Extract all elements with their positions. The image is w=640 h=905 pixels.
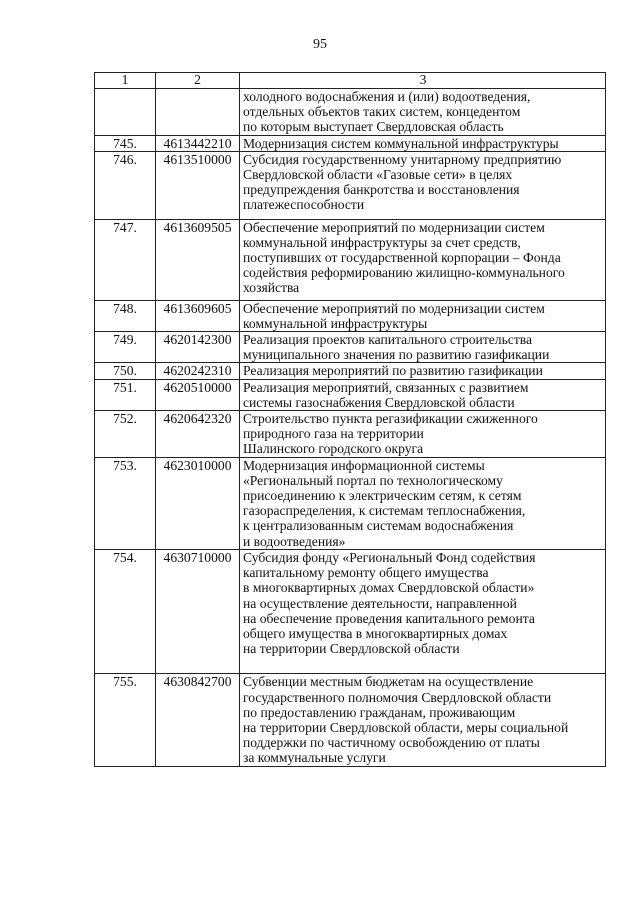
description-line: Модернизация систем коммунальной инфраструктуры (243, 135, 559, 151)
description-line: предупреждения банкротства и восстановления (243, 182, 520, 198)
description-line: к централизованным системам водоснабжения (243, 518, 514, 534)
description-line: газораспределения, к системам теплоснабжения, (243, 503, 526, 519)
row-number: 746. (95, 151, 156, 219)
description-line: капитальному ремонту общего имущества (243, 565, 489, 581)
budget-code: 4623010000 (156, 457, 240, 549)
description-line: общего имущества в многоквартирных домах (243, 625, 508, 641)
description-line: Обеспечение мероприятий по модернизации систем (243, 219, 545, 235)
description-line: Субвенции местным бюджетам на осуществление (243, 674, 534, 690)
row-number: 752. (95, 411, 156, 458)
row-number (95, 89, 156, 136)
table-row (95, 457, 606, 549)
item-description (240, 219, 606, 300)
description-line: поступивших от государственной корпорации – Фонда (243, 250, 561, 266)
description-line: системы газоснабжения Свердловской области (243, 394, 515, 410)
table-row (95, 379, 606, 410)
budget-code: 4613609605 (156, 300, 240, 331)
description-line: на территории Свердловской области (243, 641, 460, 657)
description-line: муниципального значения по развитию газификации (243, 347, 550, 363)
description-line: на осуществление деятельности, направленной (243, 595, 517, 611)
budget-code: 4620642320 (156, 411, 240, 458)
row-number: 754. (95, 549, 156, 673)
item-description (240, 151, 606, 219)
description-line: платежеспособности (243, 197, 365, 213)
table-body (95, 73, 606, 767)
description-line: коммунальной инфраструктуры (243, 315, 428, 331)
budget-code: 4620242310 (156, 363, 240, 379)
item-description (240, 549, 606, 673)
row-number: 748. (95, 300, 156, 331)
row-number: 755. (95, 674, 156, 766)
table-row (95, 332, 606, 363)
item-description (240, 89, 606, 136)
description-line: поддержки по частичному освобождению от платы (243, 735, 540, 751)
description-line: Субсидия государственному унитарному предприятию (243, 151, 562, 167)
budget-code: 4613442210 (156, 135, 240, 151)
table-row (95, 411, 606, 458)
table-row (95, 219, 606, 300)
page-number: 95 (313, 37, 327, 52)
description-line: на территории Свердловской области, меры социальной (243, 719, 569, 735)
table-row (95, 89, 606, 136)
description-line: Реализация проектов капитального строительства (243, 332, 533, 348)
description-line: Строительство пункта регазификации сжиженного (243, 411, 538, 427)
item-description (240, 457, 606, 549)
header-col-2: 2 (156, 73, 240, 89)
description-line: государственного полномочия Свердловской области (243, 689, 552, 705)
description-line: холодного водоснабжения и (или) водоотведения, (243, 89, 531, 104)
budget-code: 4620510000 (156, 379, 240, 410)
description-line: отдельных объектов таких систем, концедентом (243, 104, 521, 120)
item-description (240, 332, 606, 363)
budget-code (156, 89, 240, 136)
table-row (95, 300, 606, 331)
item-description (240, 411, 606, 458)
description-line: Обеспечение мероприятий по модернизации систем (243, 300, 545, 316)
item-description (240, 363, 606, 379)
budget-code: 4613609505 (156, 219, 240, 300)
item-description (240, 135, 606, 151)
budget-code: 4613510000 (156, 151, 240, 219)
description-line: в многоквартирных домах Свердловской области» (243, 580, 535, 596)
description-line: «Региональный портал по технологическому (243, 472, 503, 488)
description-line: и водоотведения» (243, 533, 346, 549)
item-description (240, 300, 606, 331)
table-row (95, 674, 606, 766)
row-number: 750. (95, 363, 156, 379)
description-line: присоединению к электрическим сетям, к сетям (243, 488, 522, 504)
row-number: 753. (95, 457, 156, 549)
row-number: 747. (95, 219, 156, 300)
table-header-row (95, 73, 606, 89)
description-line: на обеспечение проведения капитального ремонта (243, 610, 535, 626)
description-line: Шалинского городского округа (243, 441, 424, 457)
budget-code: 4630710000 (156, 549, 240, 673)
budget-code: 4630842700 (156, 674, 240, 766)
table-row (95, 135, 606, 151)
budget-code: 4620142300 (156, 332, 240, 363)
table-row (95, 363, 606, 379)
row-number: 745. (95, 135, 156, 151)
description-line: Субсидия фонду «Региональный Фонд содействия (243, 549, 536, 565)
description-line: по которым выступает Свердловская область (243, 119, 504, 135)
description-line: коммунальной инфраструктуры за счет средств, (243, 234, 521, 250)
description-line: природного газа на территории (243, 426, 424, 442)
row-number: 751. (95, 379, 156, 410)
description-line: Реализация мероприятий, связанных с развитием (243, 379, 529, 395)
description-line: за коммунальные услуги (243, 750, 386, 766)
description-line: Реализация мероприятий по развитию газификации (243, 363, 543, 379)
table-row (95, 151, 606, 219)
description-line: Свердловской области «Газовые сети» в целях (243, 167, 513, 183)
item-description (240, 379, 606, 410)
item-description (240, 674, 606, 766)
description-line: по предоставлению гражданам, проживающим (243, 704, 516, 720)
description-line: хозяйства (243, 280, 300, 296)
header-col-1: 1 (95, 73, 156, 89)
description-line: Модернизация информационной системы (243, 457, 485, 473)
description-line: содействия реформированию жилищно-коммунального (243, 265, 565, 281)
header-col-3: 3 (240, 73, 606, 89)
table-row (95, 549, 606, 673)
row-number: 749. (95, 332, 156, 363)
budget-code-table (94, 72, 606, 767)
